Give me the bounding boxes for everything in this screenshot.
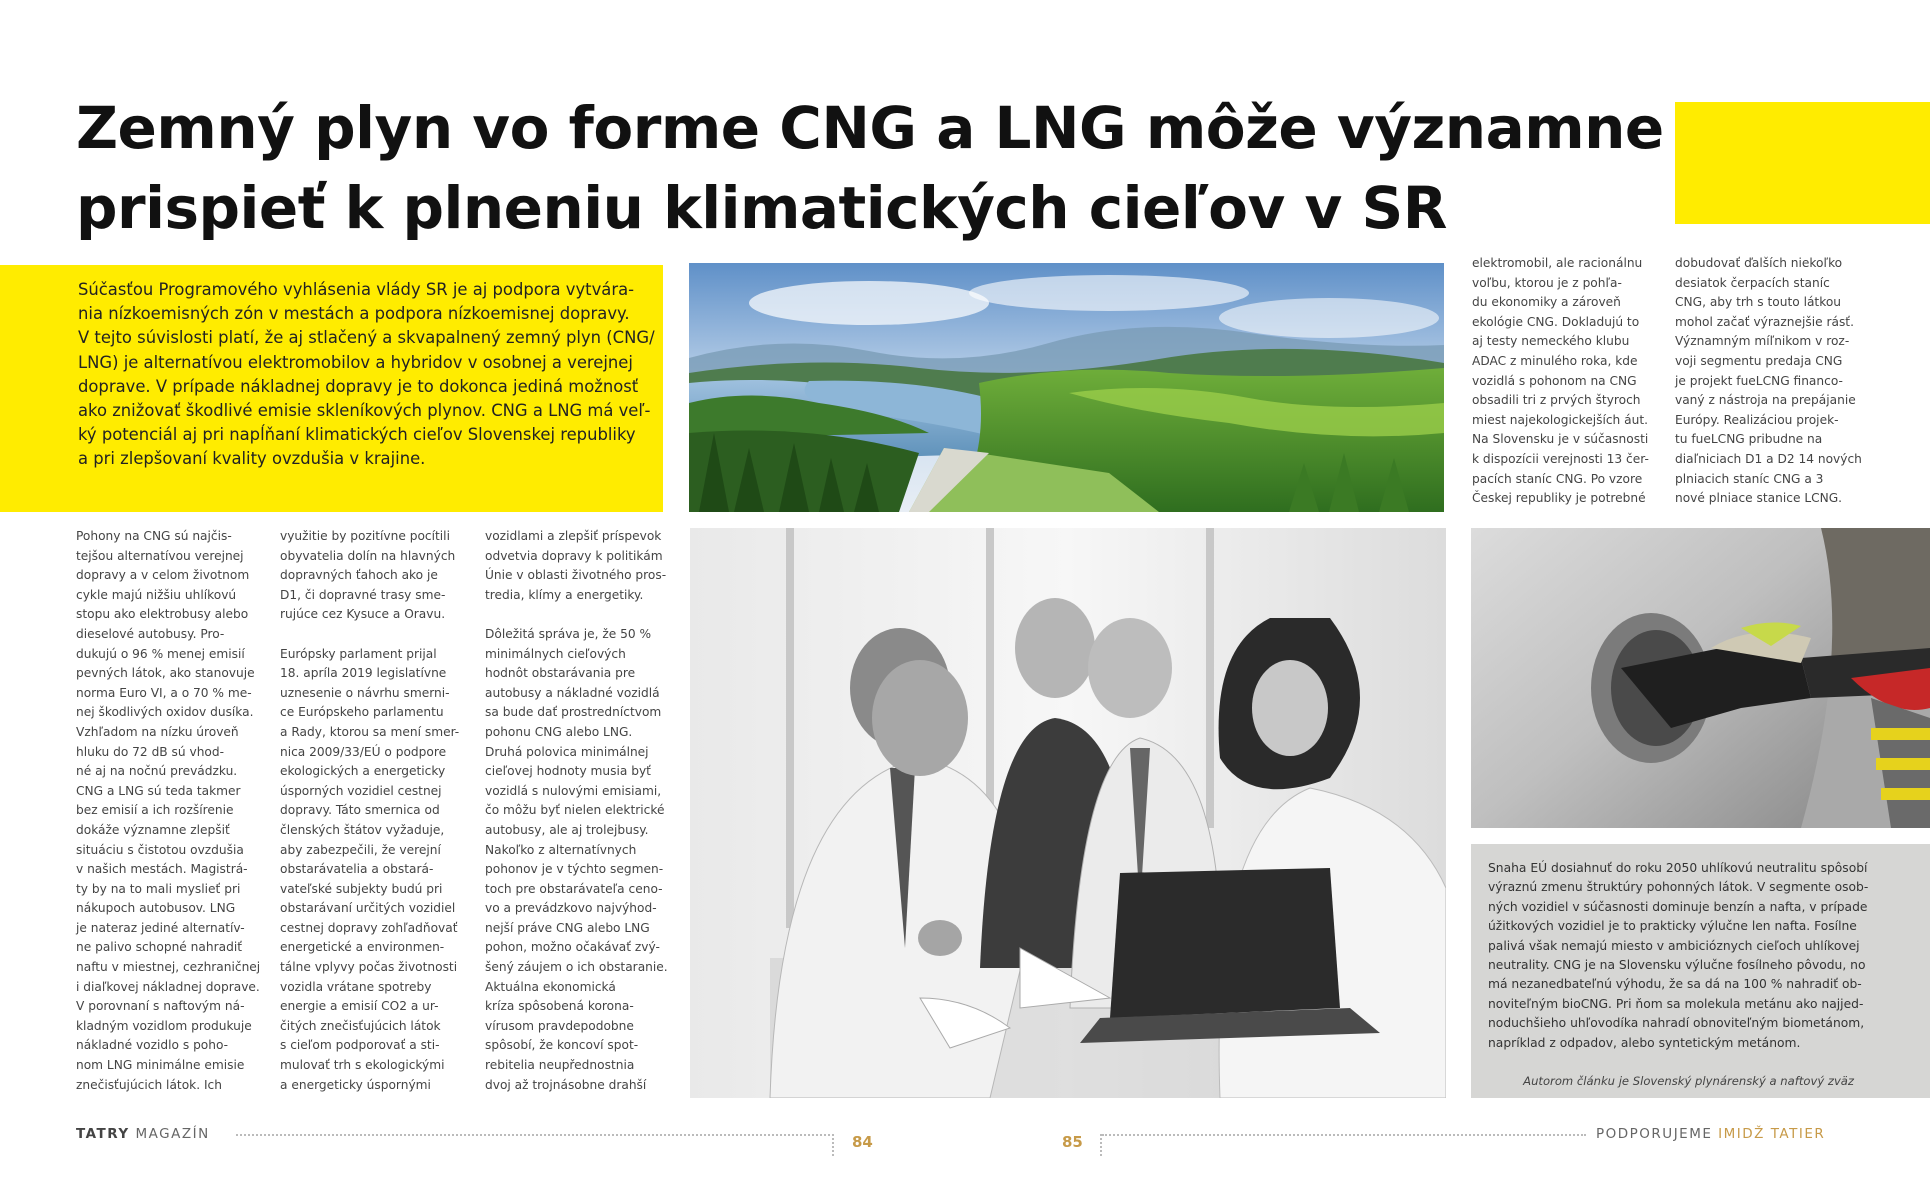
body-line: členských štátov vyžaduje, [280,822,445,837]
body-line: tejšou alternatívou verejnej [76,548,244,563]
body-line: nové plniace stanice LCNG. [1675,491,1843,506]
intro-line: LNG) je alternatívou elektromobilov a hybridov v osobnej a verejnej [78,352,633,372]
body-line: k dispozícii verejnosti 13 čer- [1472,451,1649,466]
intro-line: V tejto súvislosti platí, že aj stlačený a skvapalnený zemný plyn (CNG/ [78,328,655,348]
body-line: Druhá polovica minimálnej [485,744,649,759]
body-line: voľbu, ktorou je z pohľa- [1472,275,1622,290]
page-number-left: 84 [852,1133,873,1151]
body-line: situáciu s čistotou ovzdušia [76,842,244,857]
body-line: plniacich staníc CNG a 3 [1675,471,1824,486]
body-line: i diaľkovej nákladnej doprave. [76,979,260,994]
intro-line: nia nízkoemisných zón v mestách a podpora nízkoemisnej dopravy. [78,304,630,324]
body-line: vírusom pravdepodobne [485,1018,634,1033]
body-line: čitých znečisťujúcich látok [280,1018,441,1033]
body-line: Európsky parlament prijal [280,646,437,661]
footer-dotted-tick-left [832,1134,834,1156]
body-line: s cieľom podporovať a sti- [280,1038,440,1053]
body-column-4 [1472,254,1657,509]
box-line: neutrality. CNG je na Slovensku výlučne fosílneho pôvodu, no [1488,958,1866,973]
body-line: odvetvia dopravy k politikám [485,548,663,563]
box-line: úžitkových vozidiel je to prakticky výlučne len nafta. Fosílne [1488,919,1857,934]
intro-line: ako znižovať škodlivé emisie skleníkových plynov. CNG a LNG má veľ- [78,401,651,421]
body-column-1 [76,527,261,1095]
body-line: a Rady, ktorou sa mení smer- [280,724,460,739]
body-line: ekológie CNG. Dokladujú to [1472,314,1640,329]
body-line: vozidla vrátane spotreby [280,979,432,994]
body-line: ce Európskeho parlamentu [280,705,444,720]
fuel-nozzle-photo [1471,528,1930,828]
body-line: a energeticky úspornými [280,1077,431,1092]
body-line: CNG, aby trh s touto látkou [1675,295,1842,310]
footer-brand-bold: TATRY [76,1126,130,1142]
body-line: tredia, klímy a energetiky. [485,587,644,602]
body-line: obyvatelia dolín na hlavných [280,548,456,563]
body-line: V porovnaní s naftovým ná- [76,999,245,1014]
body-line: minimálnych cieľových [485,646,626,661]
body-line: vaný z nástroja na prepájanie [1675,393,1856,408]
body-line: šený záujem o ich obstaranie. [485,960,668,975]
body-line: miest najekologickejších áut. [1472,412,1648,427]
body-line: nej škodlivých oxidov dusíka. [76,705,254,720]
box-line: noduchšieho uhľovodíka nahradí obnoviteľným biometánom, [1488,1016,1865,1031]
title-line: prispieť k plneniu klimatických cieľov v SR [76,174,1447,242]
body-line: energie a emisií CO2 a ur- [280,999,439,1014]
footer-slogan [1596,1126,1825,1142]
body-line: Aktuálna ekonomická [485,979,616,994]
body-line: aby zabezpečili, že verejní [280,842,441,857]
body-line: cestnej dopravy zohľadňovať [280,920,458,935]
body-line: dvoj až trojnásobne drahší [485,1077,647,1092]
body-line: kríza spôsobená korona- [485,999,634,1014]
body-line: Nakoľko z alternatívnych [485,842,637,857]
body-line: autobusy a nákladné vozidlá [485,685,660,700]
body-line: CNG a LNG sú teda takmer [76,783,241,798]
body-line: rebitelia neupřednostnia [485,1058,635,1073]
body-line: uznesenie o návrhu smerni- [280,685,450,700]
body-line: vozidlá s nulovými emisiami, [485,783,662,798]
body-line: pohonov je v týchto segmen- [485,862,664,877]
body-line: využitie by pozitívne pocítili [280,529,450,543]
body-line: nom LNG minimálne emisie [76,1058,245,1073]
body-column-5 [1675,254,1860,509]
body-line: nákupoch autobusov. LNG [76,901,236,916]
lake-landscape-photo [689,263,1444,512]
body-line: v našich mestách. Magistrá- [76,862,248,877]
body-line: voji segmentu predaja CNG [1675,353,1843,368]
body-line: elektromobil, ale racionálnu [1472,256,1643,270]
body-line: je nateraz jediné alternatív- [76,920,245,935]
box-line: ných vozidiel v súčasnosti dominuje benzín a nafta, v prípade [1488,899,1868,914]
body-line: norma Euro VI, a o 70 % me- [76,685,252,700]
body-line: dieselové autobusy. Pro- [76,626,225,641]
body-line: nákladné vozidlo s poho- [76,1038,229,1053]
body-line: mulovať trh s ekologickými [280,1058,445,1073]
body-line: ADAC z minulého roka, kde [1472,353,1638,368]
body-line: úsporných vozidiel cestnej [280,783,442,798]
body-line: naftu v miestnej, cezhraničnej [76,960,261,975]
intro-line: Súčasťou Programového vyhlásenia vlády SR je aj podpora vytvára- [78,280,635,299]
box-line: výraznú zmenu štruktúry pohonných látok. V segmente osob- [1488,880,1869,895]
body-line: tálne vplyvy počas životnosti [280,960,458,975]
body-line: aj testy nemeckého klubu [1472,334,1630,349]
body-line: du ekonomiky a zároveň [1472,295,1621,310]
body-line: cykle majú nižšiu uhlíkovú [76,587,237,602]
intro-line: doprave. V prípade nákladnej dopravy je to dokonca jediná možnosť [78,376,639,396]
body-line: Na Slovensku je v súčasnosti [1472,432,1649,447]
article-intro [78,278,655,472]
box-line: Snaha EÚ dosiahnuť do roku 2050 uhlíkovú neutralitu spôsobí [1488,861,1868,875]
footer-slogan-text: PODPORUJEME [1596,1126,1719,1142]
body-line: pacích staníc CNG. Po vzore [1472,471,1643,486]
body-line: obstarávaní určitých vozidiel [280,901,456,916]
article-title [76,88,1664,248]
body-line: ty by na to mali myslieť pri [76,881,241,896]
body-line: Významným míľnikom v roz- [1675,334,1850,349]
body-line: spôsobí, že koncoví spot- [485,1038,639,1053]
body-line: cieľovej hodnoty musia byť [485,764,651,779]
intro-line: ký potenciál aj pri napĺňaní klimatických cieľov Slovenskej republiky [78,425,636,445]
body-line: autobusy, ale aj trolejbusy. [485,822,649,837]
author-credit: Autorom článku je Slovenský plynárenský a naftový zväz [1523,1074,1854,1088]
body-line: vateľské subjekty budú pri [280,881,443,896]
body-line: nica 2009/33/EÚ o podpore [280,744,447,759]
body-column-3 [485,527,670,1095]
body-line: ekologických a energeticky [280,764,446,779]
body-line: pohon, možno očakávať zvý- [485,940,660,955]
body-line: D1, či dopravné trasy sme- [280,587,446,602]
body-line: Únie v oblasti životného pros- [485,568,667,583]
body-line: Pohony na CNG sú najčis- [76,529,232,543]
body-line: desiatok čerpacích staníc [1675,275,1830,290]
body-line: obsadili tri z prvých štyroch [1472,393,1641,408]
body-line: Dôležitá správa je, že 50 % [485,626,652,641]
body-column-2 [280,527,460,1095]
box-line: palivá však nemajú miesto v ambicióznych cieľoch uhlíkovej [1488,938,1860,953]
business-meeting-photo [690,528,1446,1098]
box-line: napríklad z odpadov, alebo syntetickým metánom. [1488,1035,1801,1050]
body-line: dopravných ťahoch ako je [280,568,438,583]
body-line: dopravy. Táto smernica od [280,803,440,818]
decorative-yellow-block [1675,102,1930,224]
body-line: vozidlá s pohonom na CNG [1472,373,1637,388]
intro-line: a pri zlepšovaní kvality ovzdušia v krajine. [78,449,426,469]
info-box-text [1488,859,1912,1053]
footer-dotted-rule-right [1102,1134,1586,1136]
footer-slogan-accent: IMIDŽ TATIER [1718,1126,1826,1142]
body-line: Európy. Realizáciou projek- [1675,412,1839,427]
body-line: toch pre obstarávateľa ceno- [485,881,663,896]
body-line: dokáže významne zlepšiť [76,822,230,837]
title-line: Zemný plyn vo forme CNG a LNG môže významne [76,94,1664,162]
body-line: hodnôt obstarávania pre [485,666,636,681]
body-line: energetické a environmen- [280,940,445,955]
body-line: ne palivo schopné nahradiť [76,940,242,955]
page-number-right: 85 [1062,1133,1083,1151]
body-line: kladným vozidlom produkuje [76,1018,252,1033]
body-line: tu fueLCNG pribudne na [1675,432,1823,447]
body-line: pohonu CNG alebo LNG. [485,724,633,739]
body-line: vo a prevádzkovo najvýhod- [485,901,657,916]
body-line: bez emisií a ich rozšírenie [76,803,234,818]
body-line [280,625,460,645]
body-line: je projekt fueLCNG financo- [1675,373,1843,388]
body-line: hluku do 72 dB sú vhod- [76,744,225,759]
footer-brand-rest: MAGAZÍN [129,1126,210,1142]
body-line: né aj na nočnú prevádzku. [76,764,238,779]
body-line: obstarávatelia a obstará- [280,862,434,877]
body-line: Českej republiky je potrebné [1472,491,1646,506]
body-line: sa bude dať prostredníctvom [485,705,662,720]
body-line [485,605,670,625]
body-line: mohol začať výraznejšie rásť. [1675,314,1854,329]
body-line: rujúce cez Kysuce a Oravu. [280,607,446,622]
footer-brand [76,1126,210,1142]
body-line: 18. apríla 2019 legislatívne [280,666,447,681]
body-line: dobudovať ďalších niekoľko [1675,256,1843,270]
body-line: dopravy a v celom životnom [76,568,250,583]
body-line: znečisťujúcich látok. Ich [76,1077,222,1092]
body-line: nejší práve CNG alebo LNG [485,920,650,935]
body-line: dukujú o 96 % menej emisií [76,646,245,661]
footer-dotted-tick-right [1100,1134,1102,1156]
box-line: noviteľným bioCNG. Pri ňom sa molekula metánu ako najjed- [1488,996,1864,1011]
body-line: pevných látok, ako stanovuje [76,666,255,681]
body-line: čo môžu byť nielen elektrické [485,803,665,818]
body-line: vozidlami a zlepšiť príspevok [485,529,662,543]
body-line: diaľniciach D1 a D2 14 nových [1675,451,1862,466]
footer-dotted-rule-left [236,1134,830,1136]
body-line: Vzhľadom na nízku úroveň [76,724,239,739]
body-line: stopu ako elektrobusy alebo [76,607,249,622]
box-line: má nezanedbateľnú výhodu, že sa dá na 100 % nahradiť ob- [1488,977,1862,992]
